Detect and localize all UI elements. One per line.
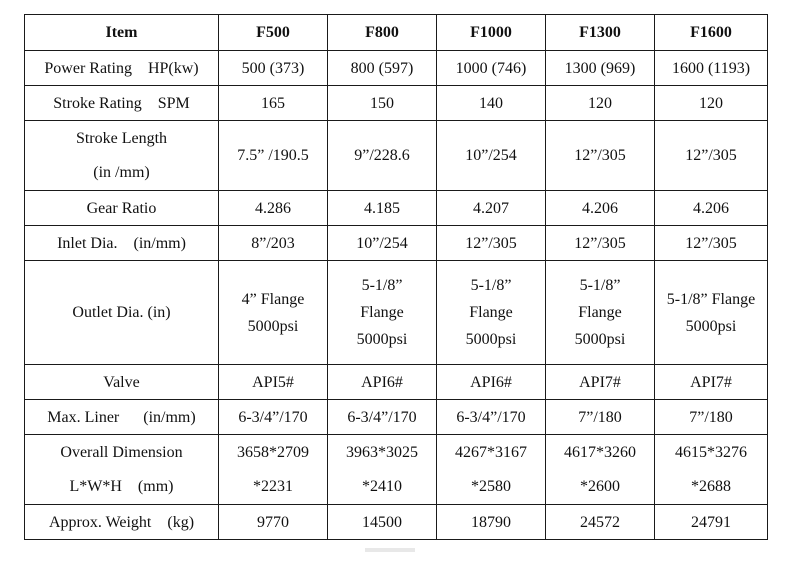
header-f800: F800 (328, 15, 437, 51)
cell-stroke-length-f1300 (546, 121, 655, 191)
row-label-stroke-length (25, 121, 219, 191)
cell-inlet-dia-f800-line: 10”/254 (356, 234, 408, 252)
cell-gear-ratio-f1000 (437, 191, 546, 226)
cell-max-liner-f500 (219, 400, 328, 435)
cell-stroke-rating-f1600 (655, 86, 768, 121)
table-row-valve (25, 365, 768, 400)
row-label-max-liner (25, 400, 219, 435)
cell-inlet-dia-f500-line: 8”/203 (251, 234, 295, 252)
cell-approx-weight-f1600-line: 24791 (691, 513, 731, 531)
row-label-stroke-length-line: Stroke Length (75, 129, 168, 147)
cell-gear-ratio-f500 (219, 191, 328, 226)
cell-approx-weight-f500-line: 9770 (257, 513, 289, 531)
cell-overall-dimension-f1000 (437, 435, 546, 505)
row-label-outlet-dia (25, 261, 219, 365)
cell-outlet-dia-f800-line: 5-1/8” (361, 277, 403, 294)
cell-outlet-dia-f500 (219, 261, 328, 365)
cell-outlet-dia-f1600 (655, 261, 768, 365)
row-label-outlet-dia-line: Outlet Dia. (in) (72, 304, 171, 321)
cell-overall-dimension-f1300-line: 4617*3260 (564, 443, 636, 461)
cell-overall-dimension-f1300-line: *2600 (580, 477, 620, 495)
cell-gear-ratio-f800 (328, 191, 437, 226)
cell-outlet-dia-f800-line: Flange (360, 304, 404, 321)
cell-max-liner-f1300-line: 7”/180 (578, 408, 622, 426)
cell-max-liner-f1000 (437, 400, 546, 435)
cell-valve-f500-line: API5# (252, 373, 294, 391)
cell-inlet-dia-f800 (328, 226, 437, 261)
cell-inlet-dia-f500 (219, 226, 328, 261)
cell-max-liner-f800-line: 6-3/4”/170 (347, 408, 417, 426)
row-label-power-rating-line: Power Rating HP(kw) (44, 59, 199, 77)
cell-inlet-dia-f1000 (437, 226, 546, 261)
row-label-overall-dimension (25, 435, 219, 505)
table-row-max-liner (25, 400, 768, 435)
cell-inlet-dia-f1300 (546, 226, 655, 261)
cell-stroke-length-f1000-line: 10”/254 (465, 146, 517, 164)
table-body (25, 51, 768, 540)
cell-gear-ratio-f1600-line: 4.206 (693, 199, 729, 217)
cell-stroke-length-f800-line: 9”/228.6 (354, 146, 410, 164)
cell-stroke-length-f1600 (655, 121, 768, 191)
cell-outlet-dia-f1600-line: 5-1/8” Flange (666, 290, 756, 308)
cell-power-rating-f1600 (655, 51, 768, 86)
cell-overall-dimension-f1600-line: 4615*3276 (675, 443, 747, 461)
cell-stroke-length-f500 (219, 121, 328, 191)
cell-overall-dimension-f500-line: *2231 (253, 477, 293, 495)
cell-valve-f800 (328, 365, 437, 400)
table-row-power-rating (25, 51, 768, 86)
cell-gear-ratio-f500-line: 4.286 (255, 199, 291, 217)
cell-overall-dimension-f1600 (655, 435, 768, 505)
cell-approx-weight-f500 (219, 505, 328, 540)
cell-stroke-rating-f500 (219, 86, 328, 121)
cell-gear-ratio-f1300-line: 4.206 (582, 199, 618, 217)
cell-stroke-rating-f1600-line: 120 (699, 94, 723, 112)
header-row (25, 15, 768, 51)
cell-stroke-rating-f1000-line: 140 (479, 94, 503, 112)
cell-outlet-dia-f1000-line: 5000psi (465, 331, 517, 348)
cell-approx-weight-f1300-line: 24572 (580, 513, 620, 531)
cell-approx-weight-f1000-line: 18790 (471, 513, 511, 531)
cell-power-rating-f1300-line: 1300 (969) (564, 59, 636, 77)
row-label-overall-dimension-line: Overall Dimension (60, 443, 183, 461)
cell-overall-dimension-f800-line: *2410 (362, 477, 402, 495)
row-label-gear-ratio-line: Gear Ratio (86, 199, 157, 217)
cell-outlet-dia-f800 (328, 261, 437, 365)
cell-outlet-dia-f1300-line: 5000psi (574, 331, 626, 348)
header-item: Item (25, 15, 219, 51)
row-label-stroke-length-line: (in /mm) (93, 163, 150, 181)
cell-approx-weight-f1600 (655, 505, 768, 540)
cell-valve-f800-line: API6# (361, 373, 403, 391)
cell-approx-weight-f800-line: 14500 (362, 513, 402, 531)
cell-stroke-length-f800 (328, 121, 437, 191)
cell-outlet-dia-f1300-line: 5-1/8” (579, 277, 621, 294)
cell-stroke-rating-f800 (328, 86, 437, 121)
header-f1600: F1600 (655, 15, 768, 51)
cell-valve-f1600 (655, 365, 768, 400)
row-label-max-liner-line: Max. Liner (in/mm) (47, 408, 196, 426)
row-label-approx-weight-line: Approx. Weight (kg) (48, 513, 195, 531)
scan-artifact (365, 548, 415, 552)
cell-stroke-length-f1600-line: 12”/305 (685, 146, 737, 164)
cell-outlet-dia-f800-line: 5000psi (356, 331, 408, 348)
cell-inlet-dia-f1600-line: 12”/305 (685, 234, 737, 252)
pump-spec-table (24, 14, 768, 540)
cell-power-rating-f800 (328, 51, 437, 86)
cell-max-liner-f1600-line: 7”/180 (689, 408, 733, 426)
table-row-stroke-rating (25, 86, 768, 121)
cell-stroke-rating-f1300 (546, 86, 655, 121)
cell-valve-f1600-line: API7# (690, 373, 732, 391)
cell-stroke-rating-f500-line: 165 (261, 94, 285, 112)
cell-outlet-dia-f1600-line: 5000psi (685, 317, 737, 335)
cell-inlet-dia-f1000-line: 12”/305 (465, 234, 517, 252)
cell-stroke-rating-f800-line: 150 (370, 94, 394, 112)
cell-outlet-dia-f500-line: 4” Flange (241, 290, 305, 308)
table-row-gear-ratio (25, 191, 768, 226)
cell-valve-f1300 (546, 365, 655, 400)
table-row-outlet-dia (25, 261, 768, 365)
cell-stroke-rating-f1300-line: 120 (588, 94, 612, 112)
cell-valve-f1000-line: API6# (470, 373, 512, 391)
cell-overall-dimension-f800 (328, 435, 437, 505)
cell-outlet-dia-f1000-line: 5-1/8” (470, 277, 512, 294)
row-label-stroke-rating (25, 86, 219, 121)
cell-approx-weight-f1300 (546, 505, 655, 540)
cell-max-liner-f1600 (655, 400, 768, 435)
header-f500: F500 (219, 15, 328, 51)
cell-power-rating-f500 (219, 51, 328, 86)
cell-overall-dimension-f500-line: 3658*2709 (237, 443, 309, 461)
cell-approx-weight-f800 (328, 505, 437, 540)
cell-power-rating-f1000 (437, 51, 546, 86)
table-row-inlet-dia (25, 226, 768, 261)
row-label-power-rating (25, 51, 219, 86)
cell-valve-f1300-line: API7# (579, 373, 621, 391)
cell-overall-dimension-f1600-line: *2688 (691, 477, 731, 495)
cell-overall-dimension-f1000-line: 4267*3167 (455, 443, 527, 461)
row-label-valve (25, 365, 219, 400)
cell-inlet-dia-f1600 (655, 226, 768, 261)
cell-power-rating-f1000-line: 1000 (746) (455, 59, 527, 77)
cell-outlet-dia-f1300-line: Flange (578, 304, 622, 321)
cell-outlet-dia-f1000-line: Flange (469, 304, 513, 321)
cell-gear-ratio-f1600 (655, 191, 768, 226)
cell-stroke-length-f1300-line: 12”/305 (574, 146, 626, 164)
cell-power-rating-f800-line: 800 (597) (350, 59, 414, 77)
row-label-stroke-rating-line: Stroke Rating SPM (53, 94, 190, 112)
cell-max-liner-f800 (328, 400, 437, 435)
cell-stroke-length-f500-line: 7.5” /190.5 (237, 146, 309, 164)
cell-overall-dimension-f1000-line: *2580 (471, 477, 511, 495)
cell-power-rating-f1300 (546, 51, 655, 86)
cell-gear-ratio-f800-line: 4.185 (364, 199, 400, 217)
cell-gear-ratio-f1300 (546, 191, 655, 226)
cell-stroke-length-f1000 (437, 121, 546, 191)
cell-max-liner-f1000-line: 6-3/4”/170 (456, 408, 526, 426)
cell-overall-dimension-f1300 (546, 435, 655, 505)
row-label-gear-ratio (25, 191, 219, 226)
cell-overall-dimension-f800-line: 3963*3025 (346, 443, 418, 461)
cell-outlet-dia-f1300 (546, 261, 655, 365)
row-label-inlet-dia (25, 226, 219, 261)
row-label-approx-weight (25, 505, 219, 540)
cell-inlet-dia-f1300-line: 12”/305 (574, 234, 626, 252)
table-row-approx-weight (25, 505, 768, 540)
cell-max-liner-f500-line: 6-3/4”/170 (238, 408, 308, 426)
cell-outlet-dia-f1000 (437, 261, 546, 365)
cell-gear-ratio-f1000-line: 4.207 (473, 199, 509, 217)
row-label-inlet-dia-line: Inlet Dia. (in/mm) (57, 234, 186, 252)
cell-stroke-rating-f1000 (437, 86, 546, 121)
cell-valve-f1000 (437, 365, 546, 400)
header-f1300: F1300 (546, 15, 655, 51)
cell-max-liner-f1300 (546, 400, 655, 435)
row-label-overall-dimension-line: L*W*H (mm) (69, 477, 174, 495)
cell-outlet-dia-f500-line: 5000psi (247, 317, 299, 335)
cell-power-rating-f1600-line: 1600 (1193) (671, 59, 751, 77)
table-row-overall-dimension (25, 435, 768, 505)
cell-valve-f500 (219, 365, 328, 400)
cell-overall-dimension-f500 (219, 435, 328, 505)
cell-approx-weight-f1000 (437, 505, 546, 540)
row-label-valve-line: Valve (103, 373, 140, 391)
cell-power-rating-f500-line: 500 (373) (241, 59, 305, 77)
table-row-stroke-length (25, 121, 768, 191)
header-f1000: F1000 (437, 15, 546, 51)
